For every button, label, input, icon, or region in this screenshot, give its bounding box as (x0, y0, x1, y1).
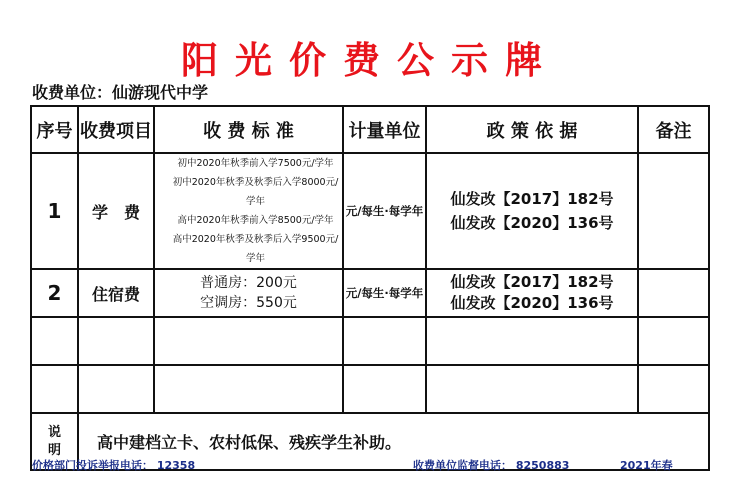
row-seq: 2 (31, 269, 78, 317)
standard-line: 高中2020年秋季及秋季后入学9500元/学年 (172, 234, 339, 264)
header-basis: 政 策 依 据 (426, 106, 638, 153)
basis-line: 仙发改【2020】136号 (450, 294, 614, 312)
basis-line: 仙发改【2020】136号 (450, 214, 614, 232)
season-date: 2021年春 (620, 459, 673, 472)
table-row (31, 269, 709, 317)
header-unit: 计量单位 (343, 106, 426, 153)
row-remark (638, 153, 709, 269)
row-item: 住宿费 (78, 269, 154, 317)
standard-line: 普通房：200元 (200, 275, 297, 291)
table-row (31, 153, 709, 269)
note-text: 高中建档立卡、农村低保、残疾学生补助。 (78, 413, 709, 470)
standard-line: 空调房：550元 (200, 295, 297, 311)
header-standard: 收 费 标 准 (154, 106, 343, 153)
supervision-phone: 收费单位监督电话： 8250883 (413, 459, 570, 472)
row-standard (154, 269, 343, 317)
fee-table (30, 105, 710, 471)
row-unit: 元/每生·每学年 (343, 269, 426, 317)
complaint-phone: 价格部门投诉举报电话： 12358 (32, 459, 196, 472)
basis-line: 仙发改【2017】182号 (450, 273, 614, 291)
row-remark (638, 269, 709, 317)
header-seq: 序号 (31, 106, 78, 153)
row-seq: 1 (31, 153, 78, 269)
row-basis (426, 153, 638, 269)
charging-unit: 收费单位：仙游现代中学 (32, 83, 209, 102)
note-label: 说 明 (31, 413, 78, 470)
standard-line: 初中2020年秋季及秋季后入学8000元/学年 (172, 177, 339, 207)
standard-line: 高中2020年秋季前入学8500元/学年 (177, 215, 334, 226)
header-remark: 备注 (638, 106, 709, 153)
empty-row (31, 317, 709, 365)
row-item: 学 费 (78, 153, 154, 269)
header-item: 收费项目 (78, 106, 154, 153)
empty-row (31, 365, 709, 413)
row-basis (426, 269, 638, 317)
header-row (31, 106, 709, 153)
row-standard (154, 153, 343, 269)
page-title: 阳光价费公示牌 (181, 39, 559, 82)
standard-line: 初中2020年秋季前入学7500元/学年 (177, 158, 334, 169)
basis-line: 仙发改【2017】182号 (450, 190, 614, 208)
row-unit: 元/每生·每学年 (343, 153, 426, 269)
